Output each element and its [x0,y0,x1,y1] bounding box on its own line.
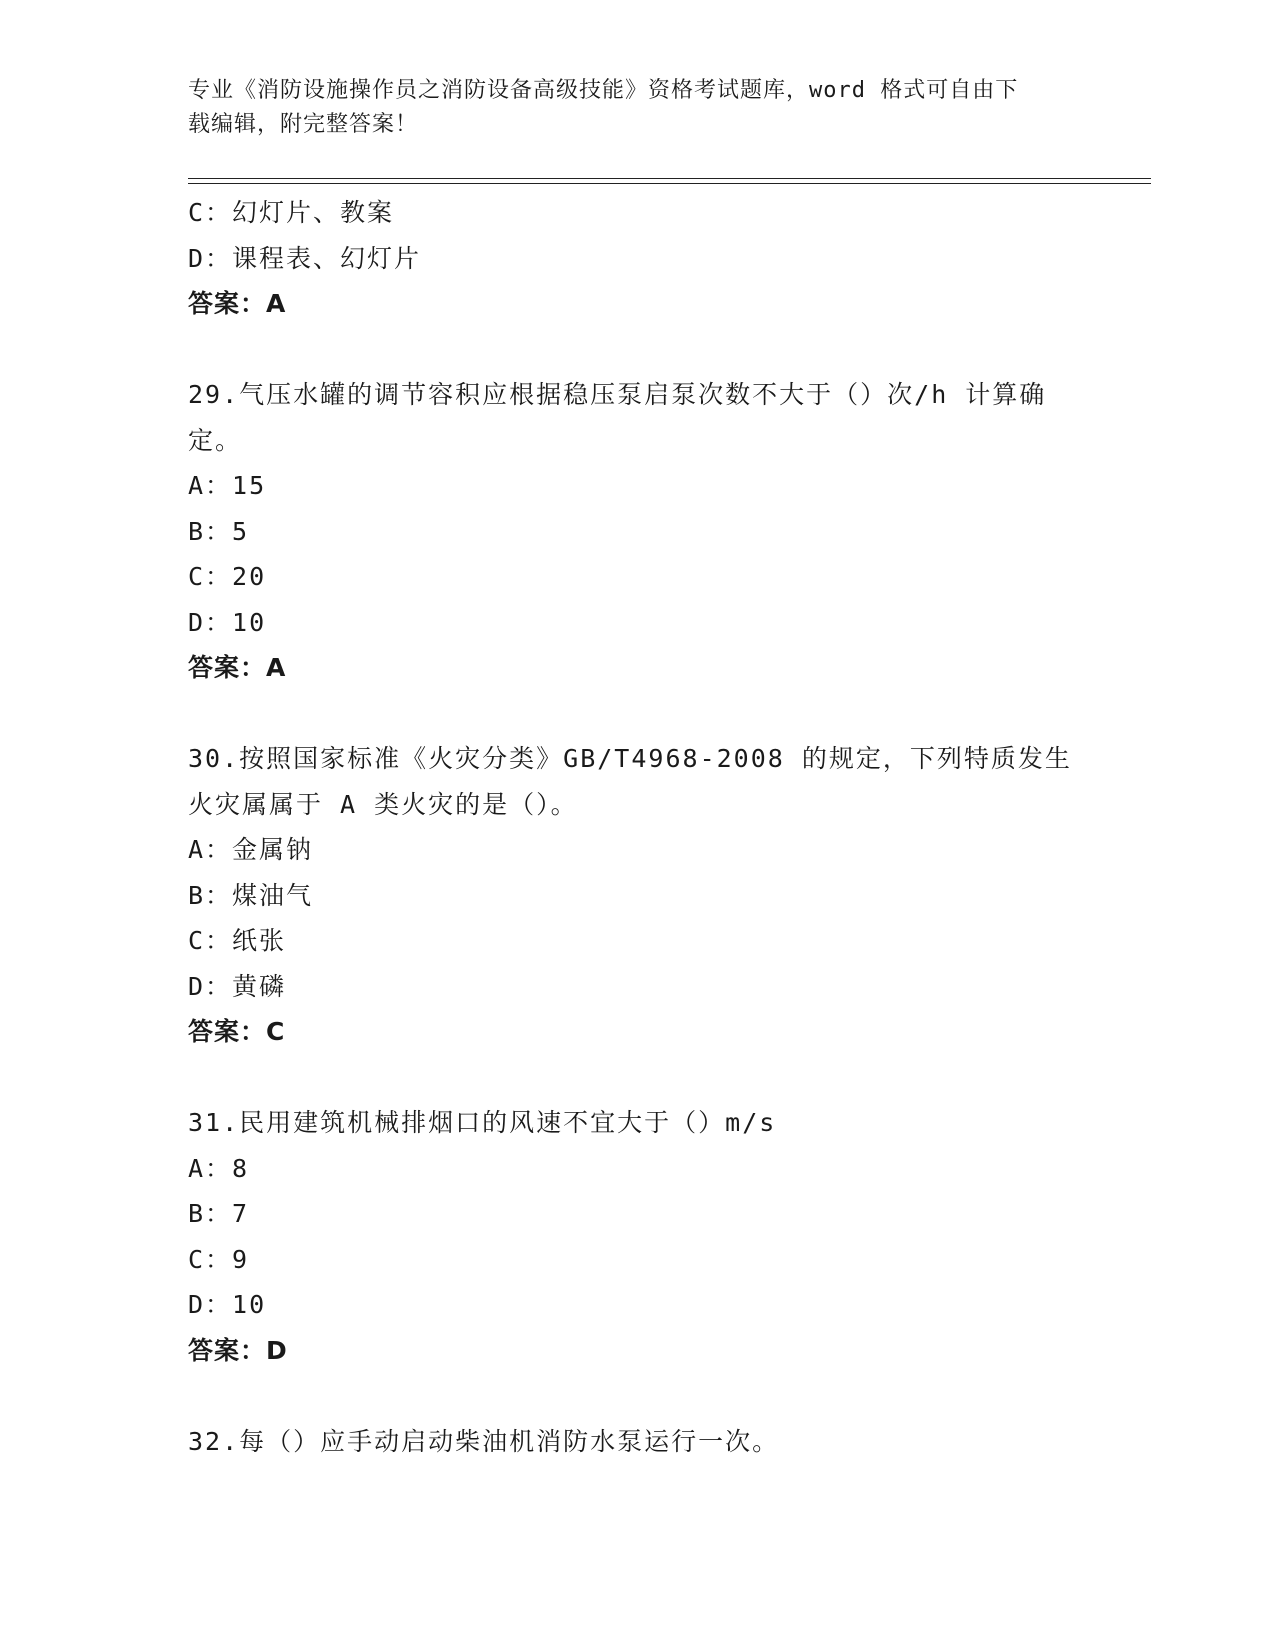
question-stem-continued: 火灾属属于 A 类火灾的是（）。 [188,789,578,819]
spacer [188,691,1088,737]
question-block-28 [188,190,1088,327]
answer-line: 答案：A [188,653,287,682]
question-stem: 29.气压水罐的调节容积应根据稳压泵启泵次数不大于（）次/h 计算确 [188,380,1047,409]
option-d: D：10 [188,1290,267,1319]
spacer [188,1373,1088,1419]
question-stem: 31.民用建筑机械排烟口的风速不宜大于（）m/s [188,1108,777,1137]
document-header [188,74,1088,142]
option-d: D：课程表、幻灯片 [188,243,422,273]
option-d: D：10 [188,607,267,637]
header-line-2: 载编辑，附完整答案！ [188,112,419,137]
answer-line: 答案：D [188,1335,288,1365]
answer-line: 答案：C [188,1017,286,1046]
spacer [188,1055,1088,1101]
option-c: C：幻灯片、教案 [188,198,395,227]
header-divider-top [188,178,1151,179]
question-stem-continued: 定。 [188,425,243,455]
answer-line: 答案：A [188,289,287,318]
spacer [188,327,1088,373]
question-block-32 [188,1419,1088,1465]
question-block-29 [188,372,1088,691]
header-divider-bottom [188,183,1151,184]
header-line-1: 专业《消防设施操作员之消防设备高级技能》资格考试题库，word 格式可自由下 [188,78,1019,103]
question-block-31 [188,1100,1088,1373]
option-a: A：金属钠 [188,835,314,864]
question-stem: 32.每（）应手动启动柴油机消防水泵运行一次。 [188,1426,780,1456]
option-c: C：纸张 [188,926,287,955]
question-stem: 30.按照国家标准《火灾分类》GB/T4968-2008 的规定，下列特质发生 [188,744,1072,773]
option-a: A：8 [188,1153,250,1183]
option-b: B：7 [188,1199,250,1228]
option-c: C：9 [188,1244,250,1274]
option-d: D：黄磷 [188,971,287,1001]
option-c: C：20 [188,562,267,591]
question-list [188,190,1088,1464]
option-b: B：5 [188,516,250,546]
question-block-30 [188,736,1088,1055]
option-b: B：煤油气 [188,880,314,910]
option-a: A：15 [188,471,267,500]
